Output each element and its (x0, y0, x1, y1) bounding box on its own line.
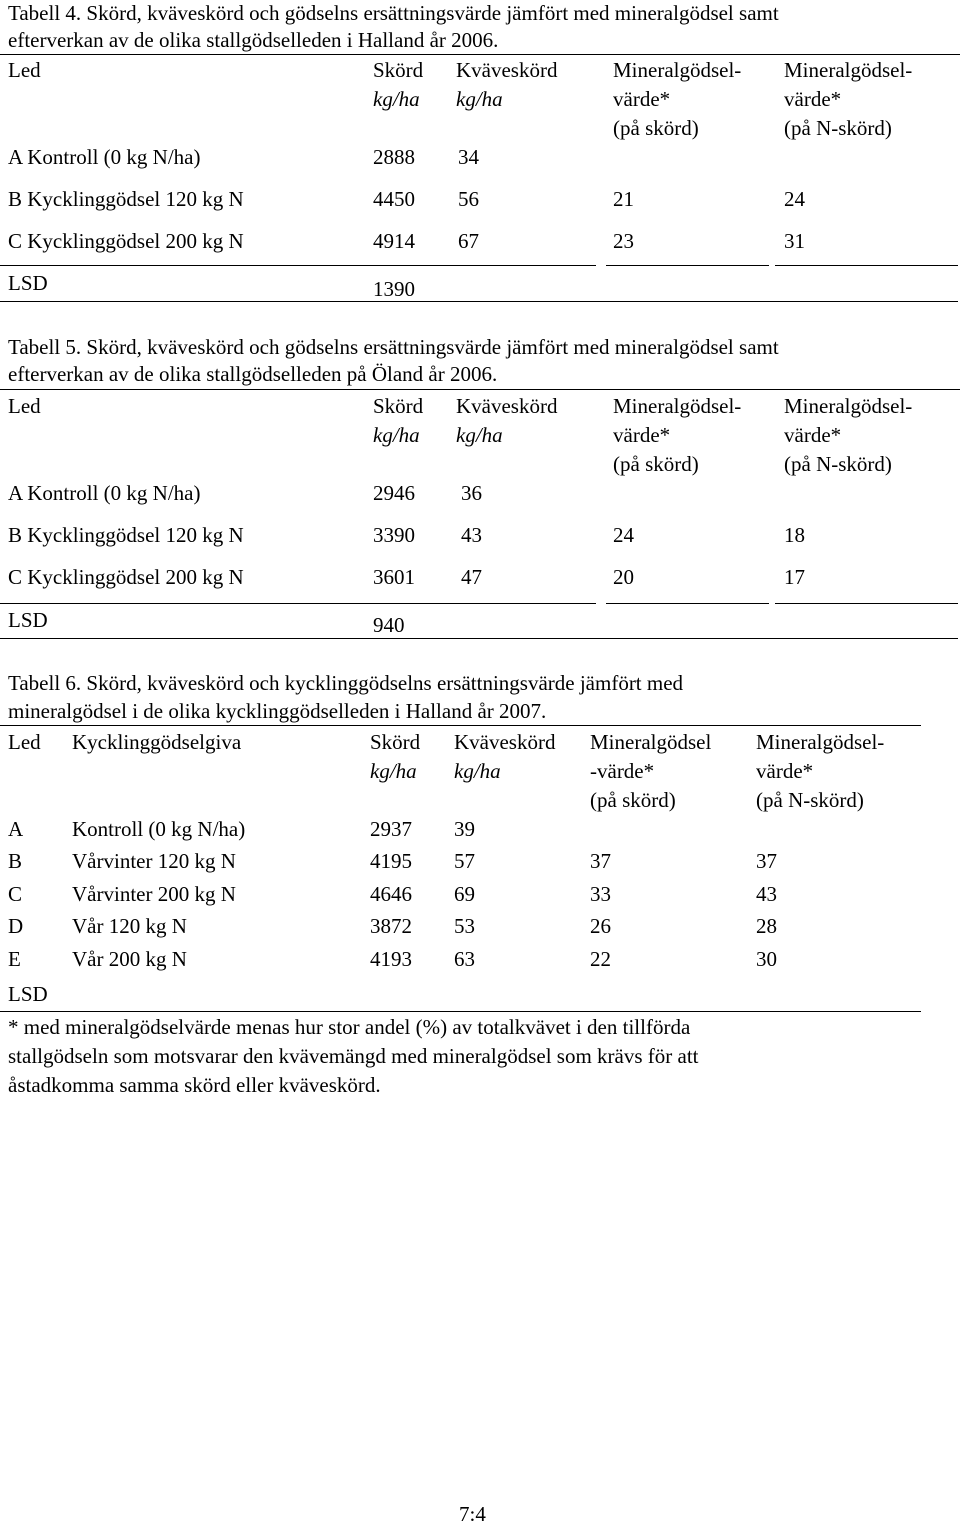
table4-header-skord: Skörd (373, 58, 424, 82)
table6-cell-giva: Vår 120 kg N (72, 914, 187, 938)
table5-header-skord: Skörd (373, 394, 424, 418)
table6-header-skord-unit: kg/ha (370, 759, 417, 783)
table5-cell-led: B Kycklinggödsel 120 kg N (8, 523, 244, 547)
table4-cell-mg-skord: 23 (613, 229, 634, 253)
table5-lsd-value: 940 (373, 613, 405, 637)
table4-header-mg-nskord: värde* (784, 87, 842, 111)
table5-cell-mg-skord: 20 (613, 565, 634, 589)
table6-caption: mineralgödsel i de olika kycklinggödselleden i Halland år 2007. (8, 699, 547, 723)
table6-cell-giva: Kontroll (0 kg N/ha) (72, 817, 246, 841)
table4-cell-kvaveskord: 34 (458, 145, 479, 169)
table4-header-mg-nskord: Mineralgödsel- (784, 58, 913, 82)
table4-cell-skord: 4450 (373, 187, 415, 211)
table5-cell-kvaveskord: 47 (461, 565, 482, 589)
table6-cell-skord: 4646 (370, 882, 412, 906)
table6-cell-kvaveskord: 57 (454, 849, 475, 873)
table6-cell-mg-nskord: 37 (756, 849, 777, 873)
table6-cell-giva: Vårvinter 120 kg N (72, 849, 236, 873)
table5-header-kvaveskord-unit: kg/ha (456, 423, 503, 447)
table6-bottom-rule (0, 1011, 921, 1012)
table6-cell-skord: 3872 (370, 914, 412, 938)
table4-cell-kvaveskord: 56 (458, 187, 479, 211)
table6-cell-mg-nskord: 30 (756, 947, 777, 971)
table5-header-skord-unit: kg/ha (373, 423, 420, 447)
table5-header-mg-skord: Mineralgödsel- (613, 394, 742, 418)
table4-header-mg-skord: värde* (613, 87, 671, 111)
table4-caption: Tabell 4. Skörd, kväveskörd och gödselns ersättningsvärde jämfört med mineralgödsel samt (8, 1, 779, 25)
table6-cell-kvaveskord: 53 (454, 914, 475, 938)
table4-caption: efterverkan av de olika stallgödselleden i Halland år 2006. (8, 28, 499, 52)
table5-cell-kvaveskord: 36 (461, 481, 482, 505)
table4-bottom-rule (0, 301, 958, 302)
table5-header-kvaveskord: Kväveskörd (456, 394, 558, 418)
table6-caption: Tabell 6. Skörd, kväveskörd och kycklinggödselns ersättningsvärde jämfört med (8, 671, 684, 695)
table6-cell-kvaveskord: 69 (454, 882, 475, 906)
table4-lsd-rule (0, 265, 596, 266)
table4-header-kvaveskord-unit: kg/ha (456, 87, 503, 111)
table4-header-led: Led (8, 58, 41, 82)
table4-cell-led: C Kycklinggödsel 200 kg N (8, 229, 244, 253)
footnote-text: stallgödseln som motsvarar den kvävemängd med mineralgödsel som krävs för att (8, 1044, 699, 1068)
table4-top-rule (0, 54, 960, 55)
table5-header-led: Led (8, 394, 41, 418)
table6-top-rule (0, 725, 921, 726)
table5-lsd-rule (606, 603, 769, 604)
table5-header-mg-nskord: värde* (784, 423, 842, 447)
table5-header-mg-nskord: Mineralgödsel- (784, 394, 913, 418)
footnote-text: åstadkomma samma skörd eller kväveskörd. (8, 1073, 381, 1097)
table4-cell-led: B Kycklinggödsel 120 kg N (8, 187, 244, 211)
table5-header-mg-skord: värde* (613, 423, 671, 447)
table5-header-mg-nskord: (på N-skörd) (784, 452, 892, 476)
table6-header-giva: Kycklinggödselgiva (72, 730, 242, 754)
table5-cell-mg-nskord: 17 (784, 565, 805, 589)
table4-cell-kvaveskord: 67 (458, 229, 479, 253)
table5-cell-skord: 3390 (373, 523, 415, 547)
table4-header-kvaveskord: Kväveskörd (456, 58, 558, 82)
table6-cell-led: C (8, 882, 23, 906)
table6-header-mg-nskord: (på N-skörd) (756, 788, 864, 812)
table5-cell-led: A Kontroll (0 kg N/ha) (8, 481, 201, 505)
table6-cell-skord: 2937 (370, 817, 412, 841)
table6-header-mg-skord: Mineralgödsel (590, 730, 712, 754)
table6-cell-kvaveskord: 63 (454, 947, 475, 971)
table6-cell-mg-skord: 26 (590, 914, 611, 938)
table6-cell-mg-nskord: 28 (756, 914, 777, 938)
table6-cell-giva: Vårvinter 200 kg N (72, 882, 236, 906)
table6-header-kvaveskord-unit: kg/ha (454, 759, 501, 783)
table5-bottom-rule (0, 638, 958, 639)
table5-cell-kvaveskord: 43 (461, 523, 482, 547)
table6-cell-led: E (8, 947, 21, 971)
table6-cell-giva: Vår 200 kg N (72, 947, 187, 971)
table5-top-rule (0, 389, 960, 390)
table4-header-mg-nskord: (på N-skörd) (784, 116, 892, 140)
table4-lsd-rule (606, 265, 769, 266)
table5-lsd-rule (775, 603, 958, 604)
table4-header-mg-skord: (på skörd) (613, 116, 699, 140)
table5-cell-mg-skord: 24 (613, 523, 634, 547)
table6-cell-skord: 4193 (370, 947, 412, 971)
table5-cell-skord: 2946 (373, 481, 415, 505)
table6-header-kvaveskord: Kväveskörd (454, 730, 556, 754)
table4-lsd-rule (775, 265, 958, 266)
table5-caption: Tabell 5. Skörd, kväveskörd och gödselns ersättningsvärde jämfört med mineralgödsel samt (8, 335, 779, 359)
page-number: 7:4 (459, 1502, 486, 1526)
table4-cell-mg-skord: 21 (613, 187, 634, 211)
table6-cell-mg-skord: 33 (590, 882, 611, 906)
table4-cell-skord: 4914 (373, 229, 415, 253)
table4-cell-skord: 2888 (373, 145, 415, 169)
table5-caption: efterverkan av de olika stallgödselleden på Öland år 2006. (8, 362, 498, 386)
table6-cell-mg-nskord: 43 (756, 882, 777, 906)
table6-cell-led: A (8, 817, 24, 841)
table6-cell-mg-skord: 37 (590, 849, 611, 873)
table4-lsd-value: 1390 (373, 277, 415, 301)
table4-cell-mg-nskord: 31 (784, 229, 805, 253)
table5-header-mg-skord: (på skörd) (613, 452, 699, 476)
table6-cell-mg-skord: 22 (590, 947, 611, 971)
table5-lsd-rule (0, 603, 596, 604)
table6-lsd-label: LSD (8, 982, 48, 1006)
footnote-text: * med mineralgödselvärde menas hur stor andel (%) av totalkvävet i den tillförda (8, 1015, 691, 1039)
table4-cell-led: A Kontroll (0 kg N/ha) (8, 145, 201, 169)
table6-header-mg-nskord: Mineralgödsel- (756, 730, 885, 754)
table4-header-mg-skord: Mineralgödsel- (613, 58, 742, 82)
table5-cell-mg-nskord: 18 (784, 523, 805, 547)
table6-header-mg-skord: (på skörd) (590, 788, 676, 812)
table6-header-led: Led (8, 730, 41, 754)
table5-cell-skord: 3601 (373, 565, 415, 589)
table6-header-mg-nskord: värde* (756, 759, 814, 783)
table4-cell-mg-nskord: 24 (784, 187, 805, 211)
table5-lsd-label: LSD (8, 608, 48, 632)
table4-lsd-label: LSD (8, 271, 48, 295)
table5-cell-led: C Kycklinggödsel 200 kg N (8, 565, 244, 589)
table6-cell-kvaveskord: 39 (454, 817, 475, 841)
table6-cell-led: D (8, 914, 24, 938)
table6-header-mg-skord: -värde* (590, 759, 655, 783)
table6-header-skord: Skörd (370, 730, 421, 754)
table6-cell-led: B (8, 849, 23, 873)
table4-header-skord-unit: kg/ha (373, 87, 420, 111)
table6-cell-skord: 4195 (370, 849, 412, 873)
